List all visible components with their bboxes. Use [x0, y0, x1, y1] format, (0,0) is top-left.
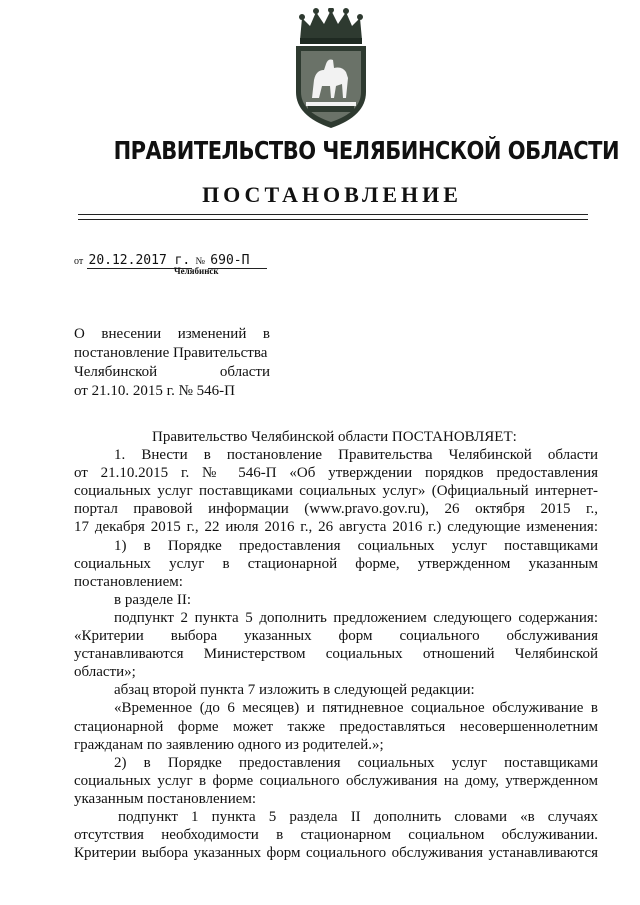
number-value: 690-П — [210, 253, 250, 268]
body-line: социальных услуг в стационарной форме, утвержденном указанным — [74, 555, 598, 572]
date-value: 20.12.2017 г. — [88, 253, 191, 268]
body-line: подпункт 2 пункта 5 дополнить предложением следующего содержания: — [114, 609, 598, 626]
document-type-heading: ПОСТАНОВЛЕНИЕ — [202, 182, 462, 207]
body-line: указанным постановлением: — [74, 790, 257, 807]
body-line: устанавливаются Министерством социальных отношений Челябинской — [74, 646, 598, 663]
document-subject — [74, 325, 270, 401]
body-line: стационарной форме может также предоставляться несовершеннолетним — [74, 718, 598, 735]
body-line: 2) в Порядке предоставления социальных услуг поставщиками — [114, 754, 598, 771]
subject-line: от 21.10. 2015 г. № 546-П — [74, 383, 235, 399]
body-line: портал правовой информации (www.pravo.gov.ru), 26 октября 2015 г., — [74, 501, 598, 518]
body-line: «Временное (до 6 месяцев) и пятидневное социальное обслуживание в — [114, 700, 598, 717]
body-line: подпункт 1 пункта 5 раздела II дополнить словами «в случаях — [118, 808, 598, 825]
government-title: ПРАВИТЕЛЬСТВО ЧЕЛЯБИНСКОЙ ОБЛАСТИ — [113, 136, 620, 165]
date-number-line — [74, 252, 267, 269]
body-line: области»; — [74, 664, 136, 681]
preamble-line: Правительство Челябинской области ПОСТАНОВЛЯЕТ: — [152, 429, 517, 445]
body-line: «Критерии выбора указанных форм социального обслуживания — [74, 628, 598, 645]
coat-of-arms-emblem — [286, 8, 376, 130]
body-line: социальных услуг поставщиками социальных услуг» (Официальный интернет- — [74, 483, 598, 500]
body-line: Критерии выбора указанных форм социального обслуживания устанавливаются — [74, 845, 598, 862]
subject-line: постановление Правительства — [74, 345, 268, 361]
body-line: постановлением: — [74, 573, 183, 590]
body-line: в разделе II: — [114, 591, 191, 608]
body-line: социальных услуг в форме социального обслуживания на дому, утвержденном — [74, 772, 598, 789]
body-line: отсутствия необходимости в стационарном социальном обслуживании. — [74, 827, 598, 844]
body-line: гражданам по заявлению одного из родителей.»; — [74, 736, 384, 753]
body-line: 1. Внести в постановление Правительства Челябинской области — [114, 447, 598, 464]
body-line: 1) в Порядке предоставления социальных услуг поставщиками — [114, 537, 598, 554]
document-body — [74, 428, 598, 862]
body-line: 17 декабря 2015 г., 22 июля 2016 г., 26 августа 2016 г.) следующие изменения: — [74, 519, 598, 536]
date-label: от — [74, 256, 84, 267]
body-line: от 21.10.2015 г. № 546-П «Об утверждении порядков предоставления — [74, 465, 598, 482]
header-divider-bottom — [78, 219, 588, 220]
header-divider-top — [78, 214, 588, 215]
subject-line: О внесении изменений в — [74, 326, 270, 342]
city-label: Челябинск — [174, 266, 219, 276]
number-label: № — [195, 256, 206, 267]
body-line: абзац второй пункта 7 изложить в следующей редакции: — [114, 682, 475, 699]
subject-line: Челябинской области — [74, 364, 270, 380]
